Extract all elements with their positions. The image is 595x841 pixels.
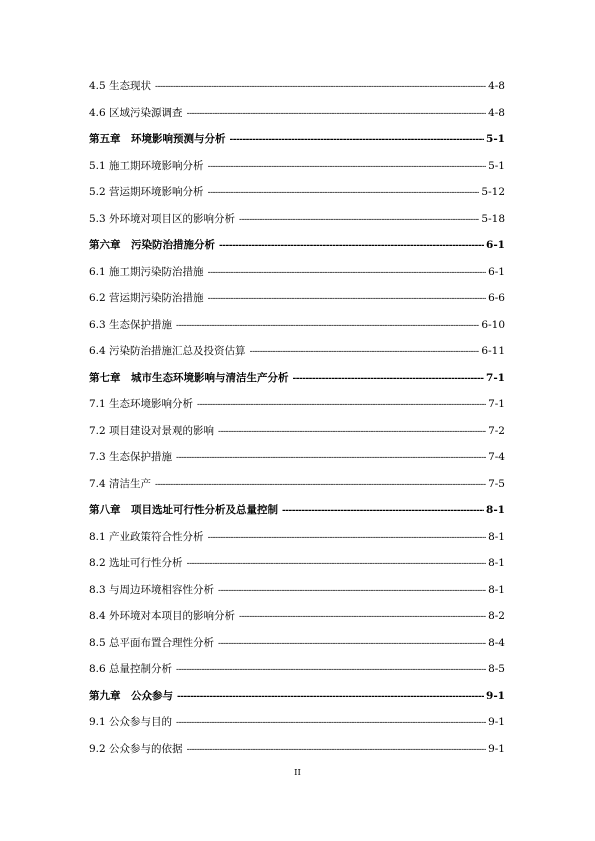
toc-entry-page: 7-4 — [488, 451, 505, 463]
toc-leader-dashes — [293, 374, 485, 384]
toc-entry-page: 4-8 — [488, 106, 505, 119]
toc-leader-dashes — [155, 480, 486, 490]
toc-entry-page: 8-1 — [488, 557, 505, 569]
toc-entry-title: 7.2 项目建设对景观的影响 — [89, 424, 215, 437]
toc-section-entry[interactable] — [89, 290, 505, 317]
toc-section-entry[interactable] — [89, 158, 505, 185]
toc-entry-page: 9-1 — [488, 716, 505, 728]
toc-chapter-entry[interactable] — [89, 502, 505, 529]
toc-section-entry[interactable] — [89, 741, 505, 768]
toc-leader-dashes — [218, 427, 486, 437]
toc-entry-page: 5-18 — [481, 212, 505, 225]
toc-entry-title: 4.6 区域污染源调查 — [89, 106, 183, 119]
toc-entry-page: 6-6 — [488, 292, 505, 304]
toc-section-entry[interactable] — [89, 184, 505, 211]
toc-leader-dashes — [177, 692, 484, 702]
toc-entry-title: 8.4 外环境对本项目的影响分析 — [89, 610, 236, 622]
table-of-contents — [89, 78, 505, 767]
toc-leader-dashes — [208, 188, 480, 198]
toc-leader-dashes — [155, 82, 486, 92]
toc-entry-page: 5-1 — [486, 133, 505, 145]
toc-leader-dashes — [208, 268, 487, 278]
toc-entry-title: 第七章 城市生态环境影响与清洁生产分析 — [89, 371, 289, 384]
toc-leader-dashes — [197, 400, 486, 410]
toc-section-entry[interactable] — [89, 78, 505, 105]
toc-entry-title: 6.1 施工期污染防治措施 — [89, 265, 204, 278]
toc-entry-title: 7.1 生态环境影响分析 — [89, 398, 194, 410]
toc-entry-title: 第九章 公众参与 — [89, 689, 173, 702]
toc-entry-title: 7.4 清洁生产 — [89, 477, 152, 490]
toc-entry-title: 8.5 总平面布置合理性分析 — [89, 636, 215, 649]
toc-entry-title: 9.2 公众参与的依据 — [89, 742, 183, 755]
toc-entry-page: 6-1 — [488, 265, 505, 278]
toc-entry-page: 6-11 — [481, 345, 505, 357]
toc-entry-page: 8-4 — [488, 636, 505, 649]
toc-section-entry[interactable] — [89, 529, 505, 556]
toc-leader-dashes — [218, 639, 486, 649]
toc-entry-page: 7-1 — [486, 371, 505, 384]
toc-entry-title: 5.3 外环境对项目区的影响分析 — [89, 212, 236, 225]
toc-entry-page: 6-10 — [481, 318, 505, 331]
toc-entry-page: 5-12 — [481, 186, 505, 198]
toc-chapter-entry[interactable] — [89, 370, 505, 397]
toc-section-entry[interactable] — [89, 105, 505, 132]
toc-chapter-entry[interactable] — [89, 131, 505, 158]
toc-entry-title: 第六章 污染防治措施分析 — [89, 239, 215, 251]
toc-section-entry[interactable] — [89, 211, 505, 238]
toc-entry-page: 7-5 — [488, 477, 505, 490]
toc-entry-title: 6.2 营运期污染防治措施 — [89, 292, 204, 304]
toc-leader-dashes — [250, 347, 480, 357]
toc-entry-page: 7-2 — [488, 424, 505, 437]
toc-entry-page: 5-1 — [488, 159, 505, 172]
toc-entry-page: 8-5 — [488, 663, 505, 675]
toc-leader-dashes — [176, 321, 479, 331]
toc-entry-page: 4-8 — [488, 80, 505, 92]
toc-section-entry[interactable] — [89, 635, 505, 662]
toc-section-entry[interactable] — [89, 661, 505, 688]
toc-entry-title: 6.3 生态保护措施 — [89, 318, 173, 331]
toc-section-entry[interactable] — [89, 317, 505, 344]
toc-entry-page: 9-1 — [488, 742, 505, 755]
toc-leader-dashes — [239, 215, 479, 225]
toc-entry-page: 8-1 — [488, 583, 505, 596]
toc-leader-dashes — [176, 453, 486, 463]
toc-entry-title: 4.5 生态现状 — [89, 80, 152, 92]
toc-entry-page: 8-2 — [488, 610, 505, 622]
toc-entry-page: 8-1 — [486, 504, 505, 516]
toc-section-entry[interactable] — [89, 396, 505, 423]
toc-entry-title: 9.1 公众参与目的 — [89, 716, 173, 728]
toc-leader-dashes — [282, 506, 484, 516]
toc-leader-dashes — [208, 162, 487, 172]
toc-section-entry[interactable] — [89, 343, 505, 370]
toc-entry-title: 8.6 总量控制分析 — [89, 663, 173, 675]
toc-entry-title: 8.3 与周边环境相容性分析 — [89, 583, 215, 596]
toc-leader-dashes — [176, 718, 486, 728]
toc-leader-dashes — [230, 135, 485, 145]
toc-entry-title: 8.2 选址可行性分析 — [89, 557, 183, 569]
toc-section-entry[interactable] — [89, 423, 505, 450]
toc-leader-dashes — [218, 586, 486, 596]
toc-section-entry[interactable] — [89, 582, 505, 609]
toc-leader-dashes — [208, 294, 487, 304]
toc-entry-title: 第八章 项目选址可行性分析及总量控制 — [89, 504, 278, 516]
toc-section-entry[interactable] — [89, 476, 505, 503]
toc-section-entry[interactable] — [89, 555, 505, 582]
toc-entry-page: 8-1 — [488, 530, 505, 543]
toc-section-entry[interactable] — [89, 449, 505, 476]
toc-section-entry[interactable] — [89, 608, 505, 635]
toc-entry-page: 9-1 — [486, 689, 505, 702]
toc-section-entry[interactable] — [89, 714, 505, 741]
toc-leader-dashes — [239, 612, 486, 622]
toc-leader-dashes — [219, 241, 484, 251]
toc-chapter-entry[interactable] — [89, 237, 505, 264]
toc-chapter-entry[interactable] — [89, 688, 505, 715]
toc-entry-title: 5.2 营运期环境影响分析 — [89, 186, 204, 198]
toc-leader-dashes — [187, 109, 487, 119]
page-number: II — [294, 768, 301, 778]
toc-leader-dashes — [176, 665, 486, 675]
toc-entry-page: 6-1 — [486, 239, 505, 251]
toc-entry-title: 8.1 产业政策符合性分析 — [89, 530, 204, 543]
toc-entry-page: 7-1 — [488, 398, 505, 410]
toc-leader-dashes — [187, 559, 487, 569]
toc-section-entry[interactable] — [89, 264, 505, 291]
toc-leader-dashes — [187, 745, 487, 755]
toc-entry-title: 第五章 环境影响预测与分析 — [89, 133, 226, 145]
toc-entry-title: 7.3 生态保护措施 — [89, 451, 173, 463]
toc-entry-title: 5.1 施工期环境影响分析 — [89, 159, 204, 172]
toc-entry-title: 6.4 污染防治措施汇总及投资估算 — [89, 345, 246, 357]
toc-leader-dashes — [208, 533, 487, 543]
